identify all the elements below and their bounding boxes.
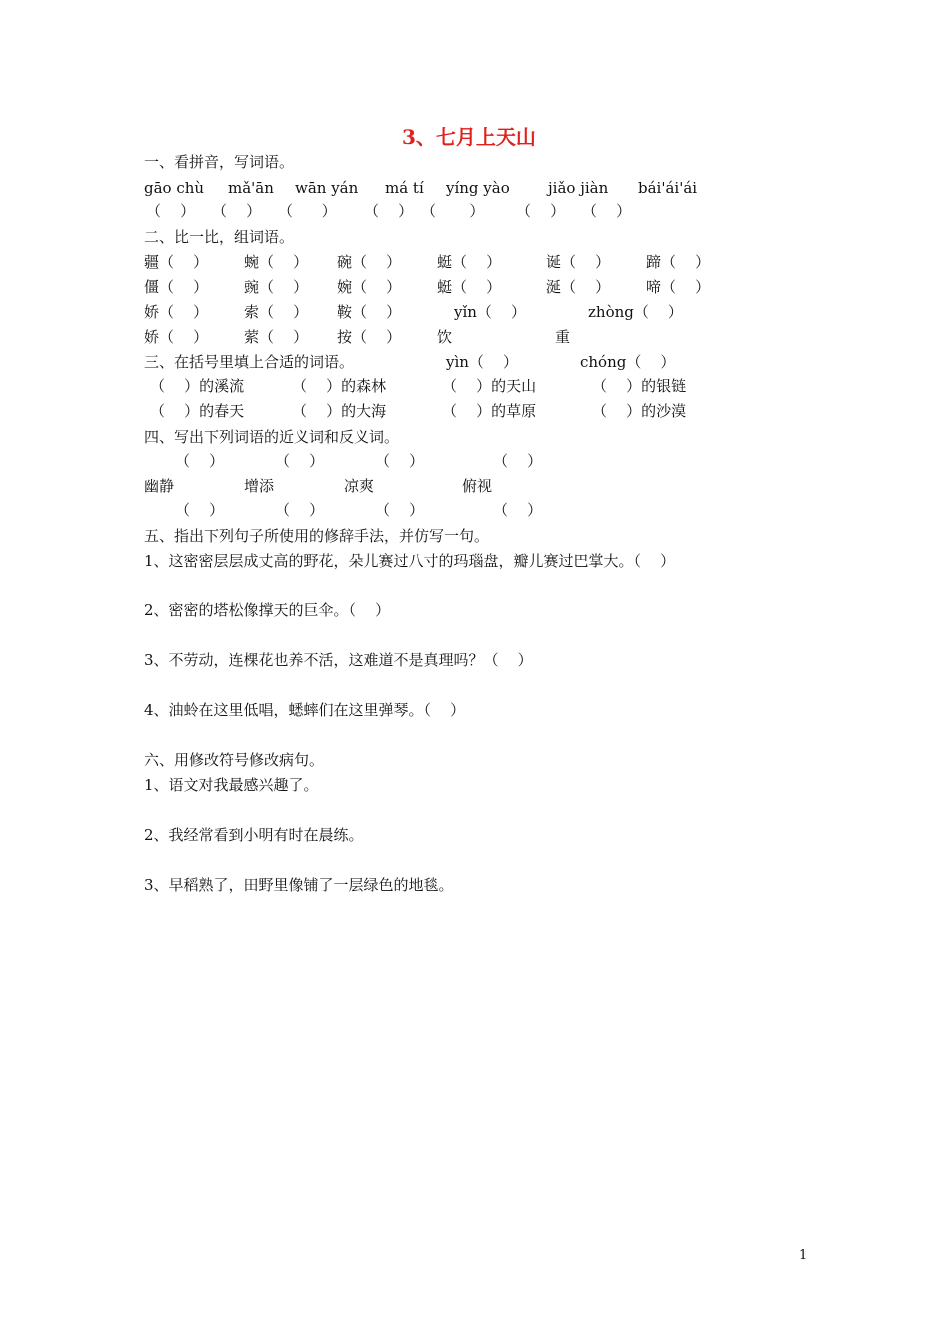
word-item: 凉爽 <box>344 477 375 495</box>
answer-bracket: （ ） <box>493 501 543 519</box>
word-item: 婉（ ） <box>337 278 402 296</box>
word-item: 鞍（ ） <box>337 303 402 321</box>
word-item: 蜓（ ） <box>437 253 502 271</box>
answer-bracket: （ ） <box>146 202 196 220</box>
answer-bracket: （ ） <box>212 202 262 220</box>
answer-bracket: （ ） <box>582 202 632 220</box>
answer-bracket: （ ） <box>275 501 325 519</box>
pinyin-item: mǎ'ān <box>228 179 274 197</box>
phrase-item: （ ）的银链 <box>592 377 687 395</box>
word-item: 僵（ ） <box>144 278 209 296</box>
word-item: 豌（ ） <box>244 278 309 296</box>
word-item: 饮 <box>437 328 453 346</box>
question-item: 4、油蛉在这里低唱，蟋蟀们在这里弹琴。（ ） <box>144 701 466 719</box>
answer-bracket: （ ） <box>421 202 485 220</box>
question-item: 2、密密的塔松像撑天的巨伞。（ ） <box>144 601 391 619</box>
section-2-heading: 二、比一比，组词语。 <box>144 228 295 246</box>
word-item: 重 <box>555 328 571 346</box>
phrase-item: （ ）的春天 <box>150 402 245 420</box>
word-item: 娇（ ） <box>144 303 209 321</box>
answer-bracket: （ ） <box>516 202 566 220</box>
word-item: 啼（ ） <box>646 278 711 296</box>
word-item: zhòng（ ） <box>588 303 683 321</box>
question-item: 2、我经常看到小明有时在晨练。 <box>144 826 364 844</box>
phrase-item: （ ）的溪流 <box>150 377 245 395</box>
word-item: 蜿（ ） <box>244 253 309 271</box>
word-item: 萦（ ） <box>244 328 309 346</box>
phrase-item: （ ）的天山 <box>442 377 537 395</box>
answer-bracket: （ ） <box>364 202 414 220</box>
pinyin-item: wān yán <box>295 179 359 197</box>
phrase-item: （ ）的沙漠 <box>592 402 687 420</box>
pinyin-item: yíng yào <box>446 179 510 197</box>
question-item: 3、早稻熟了，田野里像铺了一层绿色的地毯。 <box>144 876 454 894</box>
pinyin-item: má tí <box>385 179 424 197</box>
word-item: chóng（ ） <box>580 353 676 371</box>
pinyin-item: bái'ái'ái <box>638 179 698 197</box>
question-item: 1、这密密层层成丈高的野花，朵儿赛过八寸的玛瑙盘，瓣儿赛过巴掌大。（ ） <box>144 552 676 570</box>
word-item: 索（ ） <box>244 303 309 321</box>
word-item: yìn（ ） <box>446 353 519 371</box>
answer-bracket: （ ） <box>493 452 543 470</box>
word-item: 娇（ ） <box>144 328 209 346</box>
phrase-item: （ ）的大海 <box>292 402 387 420</box>
page-title: 3、七月上天山 <box>402 125 536 149</box>
word-item: 疆（ ） <box>144 253 209 271</box>
word-item: 诞（ ） <box>546 253 611 271</box>
word-item: yǐn（ ） <box>454 303 527 321</box>
section-5-heading: 五、指出下列句子所使用的修辞手法，并仿写一句。 <box>144 527 490 545</box>
word-item: 涎（ ） <box>546 278 611 296</box>
answer-bracket: （ ） <box>175 501 225 519</box>
question-item: 1、语文对我最感兴趣了。 <box>144 776 319 794</box>
answer-bracket: （ ） <box>375 501 425 519</box>
word-item: 按（ ） <box>337 328 402 346</box>
word-item: 碗（ ） <box>337 253 402 271</box>
question-item: 3、不劳动，连棵花也养不活，这难道不是真理吗？（ ） <box>144 651 533 669</box>
answer-bracket: （ ） <box>275 452 325 470</box>
answer-bracket: （ ） <box>375 452 425 470</box>
pinyin-item: gāo chù <box>144 179 205 197</box>
section-1-heading: 一、看拼音，写词语。 <box>144 153 295 171</box>
section-6-heading: 六、用修改符号修改病句。 <box>144 751 325 769</box>
word-item: 蜓（ ） <box>437 278 502 296</box>
page-number: 1 <box>799 1248 808 1263</box>
word-item: 幽静 <box>144 477 175 495</box>
answer-bracket: （ ） <box>278 202 337 220</box>
phrase-item: （ ）的草原 <box>442 402 537 420</box>
word-item: 蹄（ ） <box>646 253 711 271</box>
section-4-heading: 四、写出下列词语的近义词和反义词。 <box>144 428 400 446</box>
phrase-item: （ ）的森林 <box>292 377 387 395</box>
pinyin-item: jiǎo jiàn <box>548 179 609 197</box>
section-3-heading: 三、在括号里填上合适的词语。 <box>144 353 355 371</box>
word-item: 俯视 <box>462 477 493 495</box>
answer-bracket: （ ） <box>175 452 225 470</box>
word-item: 增添 <box>244 477 275 495</box>
